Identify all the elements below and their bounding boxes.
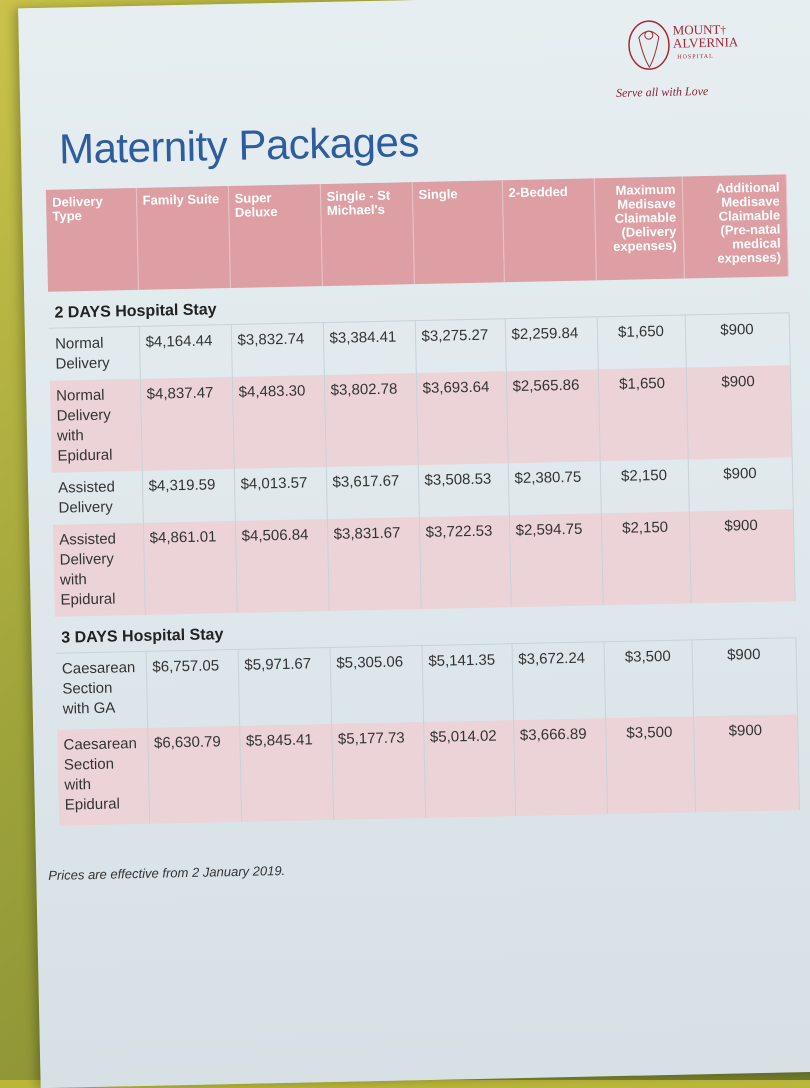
price-cell: $6,757.05	[146, 649, 240, 727]
price-cell: $2,259.84	[505, 317, 598, 371]
price-cell: $2,380.75	[508, 461, 601, 515]
price-cell: $3,832.74	[231, 323, 324, 377]
price-cell: $6,630.79	[147, 725, 241, 823]
price-cell: $3,275.27	[415, 319, 506, 373]
additional-medisave-cell: $900	[689, 509, 795, 603]
delivery-type-cell: Assisted Delivery with Epidural	[53, 523, 145, 617]
header-single: Single	[412, 180, 504, 284]
header-single-st-michaels: Single - St Michael's	[320, 182, 414, 286]
medisave-cell: $2,150	[600, 459, 689, 513]
price-cell: $5,141.35	[422, 644, 514, 722]
tagline: Serve all with Love	[615, 83, 709, 100]
section-title-2-days: 2 DAYS Hospital Stay	[48, 276, 789, 328]
medisave-cell: $1,650	[598, 367, 688, 461]
price-cell: $3,508.53	[418, 463, 509, 517]
price-cell: $3,831.67	[327, 517, 421, 611]
logo-line-3: HOSPITAL	[677, 53, 714, 61]
logo-emblem-icon	[624, 17, 671, 78]
price-cell: $4,861.01	[143, 521, 237, 615]
price-cell: $4,483.30	[232, 375, 326, 469]
price-cell: $3,617.67	[326, 465, 419, 519]
price-cell: $5,971.67	[238, 647, 332, 725]
hospital-logo	[624, 15, 765, 78]
price-cell: $5,845.41	[239, 723, 333, 821]
price-cell: $2,594.75	[509, 513, 603, 607]
additional-medisave-cell: $900	[693, 714, 799, 812]
price-cell: $4,164.44	[139, 324, 232, 378]
header-family-suite: Family Suite	[136, 186, 230, 290]
delivery-type-cell: Assisted Delivery	[52, 471, 143, 525]
additional-medisave-cell: $900	[688, 457, 793, 511]
brochure-page	[18, 0, 810, 1088]
header-additional-medisave: Additional Medisave Claimable (Pre-natal medical expenses)	[682, 174, 788, 278]
price-cell: $5,177.73	[331, 722, 425, 820]
delivery-type-cell: Caesarean Section with GA	[56, 651, 148, 729]
delivery-type-cell: Normal Delivery with Epidural	[50, 379, 142, 473]
price-cell: $3,384.41	[323, 321, 416, 375]
price-cell: $3,666.89	[513, 718, 607, 816]
price-cell: $4,013.57	[234, 467, 327, 521]
additional-medisave-cell: $900	[686, 365, 792, 459]
page-title: Maternity Packages	[58, 118, 420, 173]
table-header-row	[46, 174, 788, 291]
additional-medisave-cell: $900	[685, 313, 790, 368]
section-title-3-days: 3 DAYS Hospital Stay	[55, 601, 796, 653]
price-cell: $3,802.78	[324, 373, 418, 467]
delivery-type-cell: Normal Delivery	[49, 326, 140, 380]
maternity-packages-table	[46, 174, 800, 825]
delivery-type-cell: Caesarean Section with Epidural	[57, 727, 149, 825]
price-cell: $5,014.02	[423, 720, 515, 818]
logo-line-2: ALVERNIA	[672, 34, 739, 51]
price-cell: $4,506.84	[235, 519, 329, 613]
price-cell: $4,319.59	[142, 469, 235, 523]
medisave-cell: $1,650	[597, 315, 686, 369]
price-cell: $5,305.06	[330, 646, 424, 724]
price-cell: $3,693.64	[416, 371, 508, 465]
price-cell: $2,565.86	[506, 369, 600, 463]
header-2-bedded: 2-Bedded	[502, 178, 596, 282]
header-super-deluxe: Super Deluxe	[228, 184, 322, 288]
table-row	[50, 365, 792, 472]
medisave-cell: $3,500	[605, 716, 695, 814]
price-cell: $3,672.24	[512, 642, 606, 720]
header-max-medisave: Maximum Medisave Claimable (Delivery expenses)	[594, 177, 684, 281]
price-effective-note: Prices are effective from 2 January 2019.	[48, 862, 286, 883]
logo-line-1: MOUNT	[672, 21, 721, 38]
table-row	[53, 509, 795, 616]
table-row	[57, 714, 799, 825]
price-cell: $4,837.47	[140, 377, 234, 471]
medisave-cell: $2,150	[601, 511, 691, 605]
medisave-cell: $3,500	[603, 640, 693, 718]
logo-wordmark: MOUNT† ALVERNIA HOSPITAL	[673, 23, 739, 63]
additional-medisave-cell: $900	[691, 638, 797, 716]
header-delivery-type: Delivery Type	[46, 188, 138, 292]
price-cell: $3,722.53	[419, 515, 511, 609]
